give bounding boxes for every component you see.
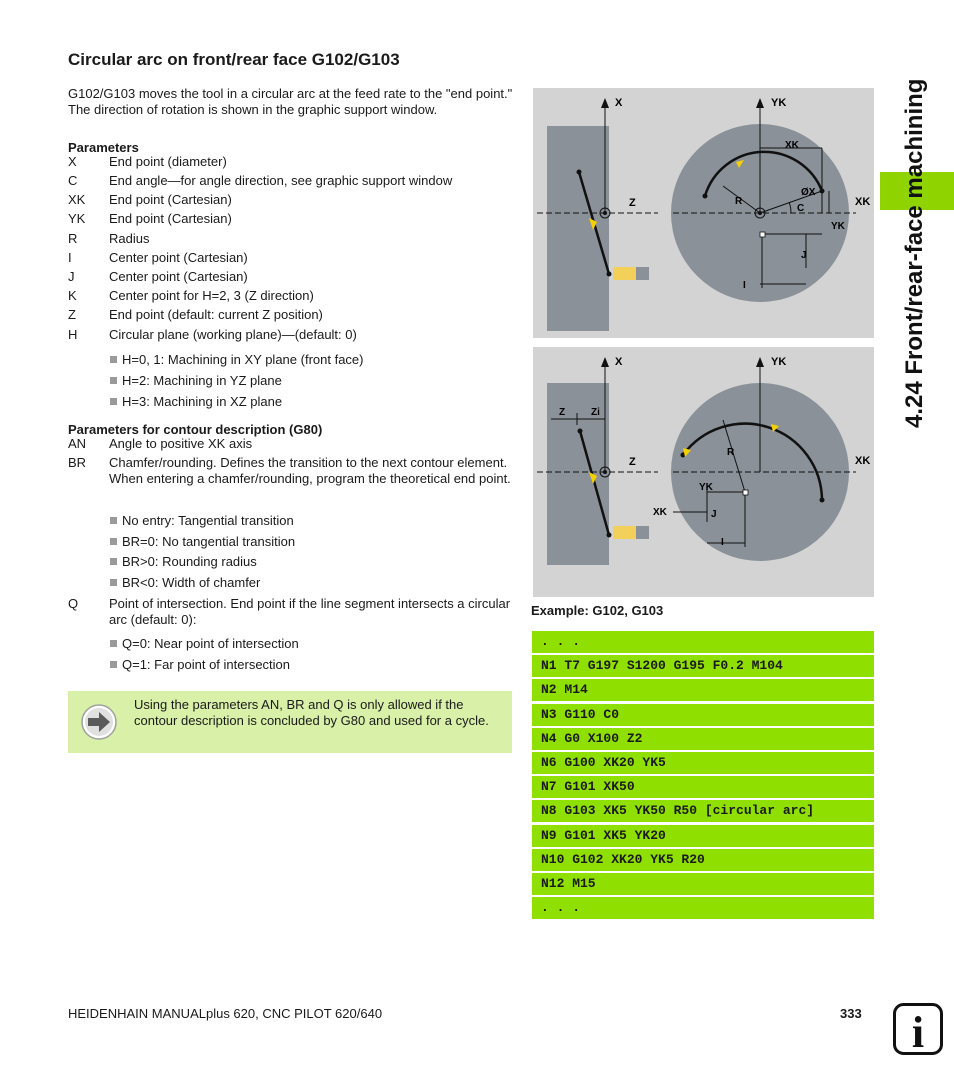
svg-text:i: i: [911, 1008, 925, 1055]
param-value: End point (default: current Z position): [109, 307, 323, 322]
code-line: [532, 873, 874, 895]
bullet-item: [110, 554, 257, 569]
param-value: Center point (Cartesian): [109, 269, 248, 284]
param-value: End angle—for angle direction, see graphic support window: [109, 173, 453, 188]
bullet-text: Q=1: Far point of intersection: [122, 657, 291, 672]
param-row: [68, 250, 514, 266]
code-line: [532, 897, 874, 919]
param-row: [68, 211, 514, 227]
param-key: Z: [68, 307, 76, 322]
param-value: Center point (Cartesian): [109, 250, 248, 265]
code-line: [532, 728, 874, 750]
param-key: YK: [68, 211, 86, 226]
bullet-item: [110, 513, 294, 528]
param-value: Circular plane (working plane)—(default: 0): [109, 327, 357, 342]
bullet-item: [110, 636, 299, 651]
bullet-square-icon: [110, 661, 117, 668]
code-text: N8 G103 XK5 YK50 R50 [circular arc]: [541, 803, 815, 819]
code-text: N12 M15: [541, 876, 596, 891]
footer-text: HEIDENHAIN MANUALplus 620, CNC PILOT 620/640: [68, 1006, 383, 1021]
bullet-item: [110, 394, 282, 409]
intro-text: G102/G103 moves the tool in a circular arc at the feed rate to the "end point." The direction of rotation is shown in the graphic support window.: [68, 86, 513, 117]
param-value: End point (Cartesian): [109, 192, 232, 207]
label-yk-dim: YK: [831, 221, 845, 232]
param-row: [68, 307, 514, 323]
label-x: X: [615, 356, 623, 368]
label-z: Z: [629, 456, 636, 468]
code-text: N3 G110 C0: [541, 706, 620, 722]
code-text: N4 G0 X100 Z2: [541, 730, 643, 746]
param-key: BR: [68, 455, 87, 470]
param-row: [68, 154, 514, 170]
param-value: Center point for H=2, 3 (Z direction): [109, 288, 314, 303]
bullet-text: H=3: Machining in XZ plane: [122, 394, 283, 409]
label-zi: Zi: [591, 407, 600, 418]
label-yk: YK: [771, 97, 787, 109]
chapter-title: [895, 45, 929, 435]
bullet-text: H=2: Machining in YZ plane: [122, 373, 282, 388]
param-key: Q: [68, 596, 79, 611]
param-row: [68, 327, 514, 343]
param-row: [68, 288, 514, 304]
code-line: [532, 631, 874, 653]
param-key: I: [68, 250, 72, 265]
code-line: [532, 825, 874, 847]
note-box: [68, 691, 512, 753]
param-key: H: [68, 327, 78, 342]
code-text: N9 G101 XK5 YK20: [541, 827, 666, 843]
param-key: K: [68, 288, 77, 303]
param-row: [68, 269, 514, 285]
param-value: Radius: [109, 231, 150, 246]
code-line: [532, 655, 874, 677]
bullet-text: BR<0: Width of chamfer: [122, 575, 261, 591]
bullet-item: [110, 575, 260, 590]
figure-g103-arc: [533, 347, 874, 597]
bullet-item: [110, 534, 295, 549]
workpiece-side: [547, 126, 609, 331]
code-text: N10 G102 XK20 YK5 R20: [541, 851, 705, 867]
param-key: AN: [68, 436, 87, 451]
note-text: Using the parameters AN, BR and Q is only allowed if the contour description is concluded by G80 and used for a cycle.: [134, 697, 489, 728]
bullet-square-icon: [110, 640, 117, 647]
label-xk: XK: [855, 455, 871, 467]
label-xk-dim: XK: [653, 507, 667, 518]
code-line: [532, 849, 874, 871]
bullet-item: [110, 373, 282, 388]
bullet-item: [110, 657, 290, 672]
code-text: . . .: [541, 900, 581, 916]
bullet-text: BR>0: Rounding radius: [122, 554, 257, 570]
param-row: [68, 231, 514, 247]
label-i: I: [743, 280, 746, 291]
bullet-text: H=0, 1: Machining in XY plane (front face): [122, 352, 364, 367]
code-line: [532, 800, 874, 822]
param-row: [68, 455, 514, 487]
param-key: R: [68, 231, 78, 246]
contour-heading: Parameters for contour description (G80): [68, 422, 323, 437]
code-line: [532, 704, 874, 726]
bullet-text: No entry: Tangential transition: [122, 513, 294, 528]
param-key: XK: [68, 192, 86, 207]
label-c: C: [797, 203, 805, 214]
label-diameter: ØX: [801, 187, 816, 198]
label-z: Z: [629, 197, 636, 209]
bullet-square-icon: [110, 356, 117, 363]
label-r: R: [727, 447, 735, 458]
label-yk-dim: YK: [699, 482, 713, 493]
label-i: I: [721, 537, 724, 548]
code-text: N7 G101 XK50: [541, 779, 635, 795]
param-row: [68, 173, 514, 189]
bullet-text: Q=0: Near point of intersection: [122, 636, 299, 651]
example-title: Example: G102, G103: [531, 603, 664, 618]
label-j: J: [801, 250, 807, 261]
bullet-square-icon: [110, 538, 117, 545]
label-j: J: [711, 509, 717, 520]
param-value: Angle to positive XK axis: [109, 436, 253, 451]
param-row-q: [68, 596, 514, 628]
info-icon: [893, 1003, 943, 1055]
figure-g102-yk-arc: [533, 88, 874, 338]
code-line: [532, 752, 874, 774]
parameters-heading: Parameters: [68, 140, 139, 155]
bullet-square-icon: [110, 517, 117, 524]
param-row: [68, 436, 514, 452]
code-text: N1 T7 G197 S1200 G195 F0.2 M104: [541, 658, 783, 674]
param-key: J: [68, 269, 75, 284]
bullet-item: [110, 352, 363, 367]
param-value: Point of intersection. End point if the line segment intersects a circular arc (default: 0):: [109, 596, 511, 627]
bullet-square-icon: [110, 558, 117, 565]
page-title: Circular arc on front/rear face G102/G103: [68, 50, 400, 69]
param-key: X: [68, 154, 77, 169]
code-text: N6 G100 XK20 YK5: [541, 755, 666, 770]
bullet-text: BR=0: No tangential transition: [122, 533, 296, 549]
label-yk: YK: [771, 356, 787, 368]
arrow-right-icon: [80, 703, 118, 741]
param-value: Chamfer/rounding. Defines the transition to the next contour element. When entering a chamfer/rounding, program the theoretical end point.: [109, 455, 511, 486]
code-line: [532, 679, 874, 701]
page-number: 333: [840, 1006, 862, 1021]
code-text: N2 M14: [541, 682, 588, 698]
label-x: X: [615, 97, 623, 109]
param-value: End point (Cartesian): [109, 211, 232, 226]
bullet-square-icon: [110, 579, 117, 586]
param-key: C: [68, 173, 78, 188]
svg-text:4.24 Front/rear-face machining: 4.24 Front/rear-face machining: [901, 78, 928, 428]
bullet-square-icon: [110, 398, 117, 405]
code-line: [532, 776, 874, 798]
label-xk-dim: XK: [785, 140, 799, 151]
label-r: R: [735, 196, 743, 207]
label-z-dim: Z: [559, 407, 566, 418]
code-text: . . .: [541, 634, 581, 649]
param-row: [68, 192, 514, 208]
label-xk: XK: [855, 196, 871, 208]
bullet-square-icon: [110, 377, 117, 384]
param-value: End point (diameter): [109, 154, 227, 169]
